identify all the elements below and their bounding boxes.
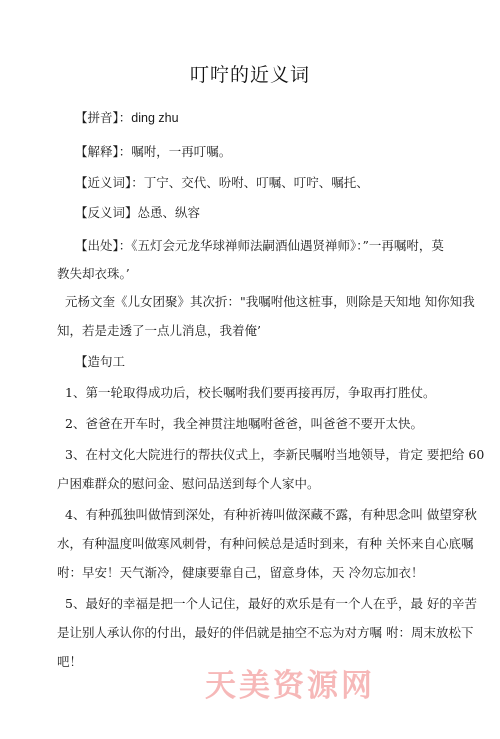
example-3-line-1: 3、在村文化大院进行的帮扶仪式上，李新民嘱咐当地领导，肯定 要把给 60 xyxy=(65,447,485,462)
antonyms-value: 怂恿、纵容 xyxy=(137,205,201,220)
quote-line-2: 知，若是走透了一点儿消息，我着俺’ xyxy=(57,323,261,338)
pinyin-label: 【拼音】： xyxy=(75,110,132,125)
example-4-line-1: 4、有种孤独叫做情到深处，有种祈祷叫做深藏不露，有种思念叫 做望穿秋 xyxy=(65,507,477,522)
explanation-label: 【解释】： xyxy=(75,144,132,159)
watermark: 天美资源网 xyxy=(205,668,375,704)
quote-line-1: 元杨文奎《儿女团聚》其次折："我嘱咐他这桩事，则除是天知地 知你知我 xyxy=(65,294,475,309)
example-5-line-2: 是让别人承认你的付出，最好的伴侣就是抽空不忘为对方嘱 咐：周末放松下 xyxy=(57,625,474,640)
example-4-line-2: 水，有种温度叫做寒风刺骨，有种问候总是适时到来，有种 关怀来自心底嘱 xyxy=(57,536,474,551)
source-line-1: 【出处】：《五灯会元龙华球禅师法嗣酒仙遇贤禅师》：”一再嘱咐，莫 xyxy=(75,238,444,253)
example-3-line-2: 户困难群众的慰问金、慰问品送到每个人家中。 xyxy=(57,476,320,491)
example-1-line-1: 1、第一轮取得成功后，校长嘱咐我们要再接再厉，争取再打胜仗。 xyxy=(65,385,436,400)
example-2-line-1: 2、爸爸在开车时，我全神贯注地嘱咐爸爸，叫爸爸不要开太快。 xyxy=(65,416,423,431)
synonyms-value: 丁宁、交代、吩咐、叮嘱、叮咛、嘱托、 xyxy=(143,175,369,190)
explanation-value: 嘱咐，一再叮嘱。 xyxy=(131,144,232,159)
page-title: 叮咛的近义词 xyxy=(189,64,310,86)
synonyms-label: 【近义词】： xyxy=(75,175,144,190)
synonyms-row xyxy=(75,175,369,191)
examples-heading: 【造句工 xyxy=(75,354,126,369)
example-5-line-1: 5、最好的幸福是把一个人记住，最好的欢乐是有一个人在乎，最 好的辛苦 xyxy=(65,596,477,611)
example-5-line-3: 吧！ xyxy=(57,654,83,669)
pinyin-value: ding zhu xyxy=(131,111,179,125)
explanation-row xyxy=(75,144,231,160)
antonyms-row xyxy=(75,205,200,221)
source-line-2: 教失却衣珠。’ xyxy=(57,266,130,281)
antonyms-label: 【反义词】 xyxy=(75,205,138,220)
example-4-line-3: 咐：早安！天气渐冷，健康要靠自己，留意身体，天 冷勿忘加衣！ xyxy=(57,565,424,580)
pinyin-row xyxy=(75,110,179,127)
